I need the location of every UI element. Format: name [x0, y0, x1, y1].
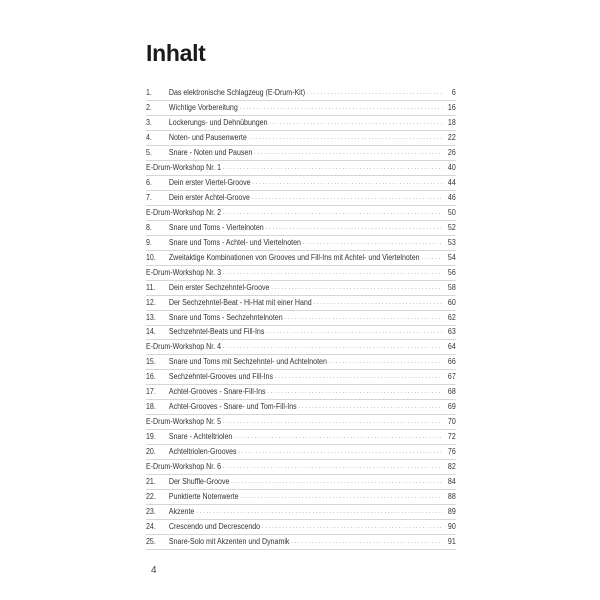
toc-entry	[146, 490, 456, 505]
toc-entry-page: 70	[447, 417, 456, 427]
dot-leader	[303, 236, 443, 250]
toc-entry-title: Crescendo und Decrescendo	[168, 522, 261, 532]
toc-entry-page: 16	[447, 102, 456, 112]
toc-entry-number: 13.	[146, 312, 156, 322]
dot-leader	[262, 520, 443, 534]
toc-entry-title: Das elektronische Schlagzeug (E-Drum-Kit)	[168, 87, 306, 97]
toc-entry-title: E-Drum-Workshop Nr. 2	[146, 207, 221, 217]
toc-entry-title: E-Drum-Workshop Nr. 1	[146, 162, 221, 172]
toc-entry	[146, 101, 456, 116]
toc-entry-page: 53	[447, 237, 456, 247]
dot-leader	[291, 535, 442, 549]
toc-workshop-entry	[146, 340, 456, 355]
toc-entry-page: 82	[447, 462, 456, 472]
toc-entry-title: E-Drum-Workshop Nr. 4	[146, 342, 221, 352]
toc-entry-title: E-Drum-Workshop Nr. 5	[146, 417, 221, 427]
toc-entry	[146, 385, 456, 400]
toc-entry-number: 16.	[146, 372, 156, 382]
toc-entry-title: Snare und Toms mit Sechzehntel- und Achtelnoten	[168, 357, 327, 367]
dot-leader	[240, 490, 442, 504]
toc-entry-number: 19.	[146, 432, 156, 442]
toc-entry	[146, 326, 456, 341]
toc-entry	[146, 355, 456, 370]
toc-entry-title: Zweitaktige Kombinationen von Grooves und Fill-Ins mit Achtel- und Viertelnoten	[168, 252, 420, 262]
toc-entry-title: Achtel-Grooves - Snare- und Tom-Fill-Ins	[168, 402, 297, 412]
toc-entry	[146, 520, 456, 535]
toc-entry-page: 63	[447, 327, 456, 337]
dot-leader	[249, 131, 443, 145]
toc-entry-page: 62	[447, 312, 456, 322]
toc-entry-title: Sechzehntel-Grooves und Fill-Ins	[168, 372, 273, 382]
toc-entry-page: 89	[447, 507, 456, 517]
dot-leader	[421, 251, 442, 265]
dot-leader	[223, 340, 443, 354]
dot-leader	[307, 86, 443, 100]
toc-entry	[146, 400, 456, 415]
toc-entry-number: 1.	[146, 87, 152, 97]
toc-entry-title: Snare-Solo mit Akzenten und Dynamik	[168, 537, 290, 547]
toc-workshop-entry	[146, 460, 456, 475]
toc-entry-page: 6	[451, 87, 456, 97]
toc-entry-number: 20.	[146, 447, 156, 457]
toc-entry-title: Noten- und Pausenwerte	[168, 132, 247, 142]
toc-entry-page: 26	[447, 147, 456, 157]
page-title: Inhalt	[146, 40, 206, 66]
dot-leader	[271, 281, 442, 295]
toc-entry-page: 76	[447, 447, 456, 457]
toc-workshop-entry	[146, 206, 456, 221]
toc-entry-number: 23.	[146, 507, 156, 517]
dot-leader	[196, 505, 442, 519]
toc-entry-title: Snare und Toms - Sechzehntelnoten	[168, 312, 283, 322]
toc-entry	[146, 86, 456, 101]
toc-entry	[146, 221, 456, 236]
dot-leader	[275, 370, 443, 384]
toc-entry	[146, 281, 456, 296]
toc-entry-number: 10.	[146, 252, 156, 262]
dot-leader	[223, 460, 443, 474]
toc-entry-title: Der Sechzehntel-Beat - Hi-Hat mit einer Hand	[168, 297, 312, 307]
toc-entry-number: 2.	[146, 102, 152, 112]
toc-entry-title: Dein erster Viertel-Groove	[168, 177, 251, 187]
dot-leader	[223, 206, 443, 220]
toc-entry-title: Snare - Achteltriolen	[168, 432, 233, 442]
toc-entry-number: 21.	[146, 477, 156, 487]
toc-entry-page: 44	[447, 177, 456, 187]
dot-leader	[269, 116, 442, 130]
toc-entry-number: 12.	[146, 297, 156, 307]
dot-leader	[240, 101, 443, 115]
toc-entry-page: 46	[447, 192, 456, 202]
dot-leader	[238, 445, 442, 459]
toc-entry	[146, 370, 456, 385]
toc-entry-title: E-Drum-Workshop Nr. 3	[146, 267, 221, 277]
toc-entry-page: 90	[447, 522, 456, 532]
toc-entry-number: 4.	[146, 132, 152, 142]
toc-entry-number: 3.	[146, 117, 152, 127]
table-of-contents	[146, 86, 456, 550]
toc-entry-title: Snare - Noten und Pausen	[168, 147, 253, 157]
toc-entry-title: Wichtige Vorbereitung	[168, 102, 238, 112]
dot-leader	[298, 400, 442, 414]
toc-entry-page: 40	[447, 162, 456, 172]
toc-entry-number: 14.	[146, 327, 156, 337]
toc-entry-page: 84	[447, 477, 456, 487]
dot-leader	[284, 311, 442, 325]
toc-entry-page: 56	[447, 267, 456, 277]
dot-leader	[223, 266, 443, 280]
toc-entry-page: 64	[447, 342, 456, 352]
toc-entry	[146, 236, 456, 251]
toc-entry-page: 66	[447, 357, 456, 367]
toc-entry-number: 22.	[146, 492, 156, 502]
toc-entry-title: Dein erster Achtel-Groove	[168, 192, 250, 202]
dot-leader	[234, 430, 443, 444]
dot-leader	[254, 146, 443, 160]
toc-entry-number: 8.	[146, 222, 152, 232]
toc-entry-page: 88	[447, 492, 456, 502]
toc-entry	[146, 475, 456, 490]
toc-entry-number: 18.	[146, 402, 156, 412]
dot-leader	[231, 475, 442, 489]
toc-entry-title: E-Drum-Workshop Nr. 6	[146, 462, 221, 472]
toc-entry-title: Snare und Toms - Achtel- und Viertelnoten	[168, 237, 301, 247]
toc-entry-page: 22	[447, 132, 456, 142]
toc-entry-number: 24.	[146, 522, 156, 532]
toc-entry-number: 5.	[146, 147, 152, 157]
toc-entry-title: Der Shuffle-Groove	[168, 477, 230, 487]
toc-entry	[146, 430, 456, 445]
toc-entry-page: 60	[447, 297, 456, 307]
toc-entry-page: 67	[447, 372, 456, 382]
dot-leader	[252, 176, 442, 190]
dot-leader	[223, 161, 443, 175]
toc-entry-number: 9.	[146, 237, 152, 247]
toc-entry	[146, 505, 456, 520]
dot-leader	[267, 385, 442, 399]
toc-entry-title: Snare und Toms - Viertelnoten	[168, 222, 264, 232]
toc-entry	[146, 296, 456, 311]
dot-leader	[329, 355, 443, 369]
toc-workshop-entry	[146, 161, 456, 176]
toc-entry-title: Akzente	[168, 507, 195, 517]
toc-entry-title: Dein erster Sechzehntel-Groove	[168, 282, 270, 292]
toc-entry-page: 54	[447, 252, 456, 262]
toc-entry	[146, 146, 456, 161]
toc-entry-page: 69	[447, 402, 456, 412]
toc-entry	[146, 131, 456, 146]
toc-entry	[146, 191, 456, 206]
toc-entry-page: 72	[447, 432, 456, 442]
dot-leader	[252, 191, 443, 205]
toc-entry-number: 25.	[146, 537, 156, 547]
toc-entry-number: 11.	[146, 282, 156, 292]
toc-entry-page: 68	[447, 387, 456, 397]
dot-leader	[313, 296, 442, 310]
toc-entry	[146, 445, 456, 460]
toc-entry-title: Lockerungs- und Dehnübungen	[168, 117, 268, 127]
dot-leader	[266, 325, 442, 339]
toc-workshop-entry	[146, 266, 456, 281]
toc-entry-page: 50	[447, 207, 456, 217]
toc-entry-page: 58	[447, 282, 456, 292]
page-number: 4	[151, 565, 157, 576]
toc-entry-number: 7.	[146, 192, 152, 202]
toc-entry-number: 15.	[146, 357, 156, 367]
toc-entry	[146, 311, 456, 326]
toc-workshop-entry	[146, 415, 456, 430]
dot-leader	[223, 415, 443, 429]
dot-leader	[265, 221, 442, 235]
toc-entry-number: 17.	[146, 387, 156, 397]
toc-entry	[146, 251, 456, 266]
toc-entry-title: Achteltriolen-Grooves	[168, 447, 237, 457]
toc-entry	[146, 535, 456, 550]
toc-entry-title: Achtel-Grooves - Snare-Fill-Ins	[168, 387, 266, 397]
toc-entry	[146, 116, 456, 131]
toc-entry-title: Sechzehntel-Beats und Fill-Ins	[168, 327, 265, 337]
toc-entry	[146, 176, 456, 191]
toc-entry-title: Punktierte Notenwerte	[168, 492, 239, 502]
toc-entry-number: 6.	[146, 177, 152, 187]
toc-entry-page: 18	[447, 117, 456, 127]
toc-entry-page: 52	[447, 222, 456, 232]
toc-entry-page: 91	[447, 537, 456, 547]
